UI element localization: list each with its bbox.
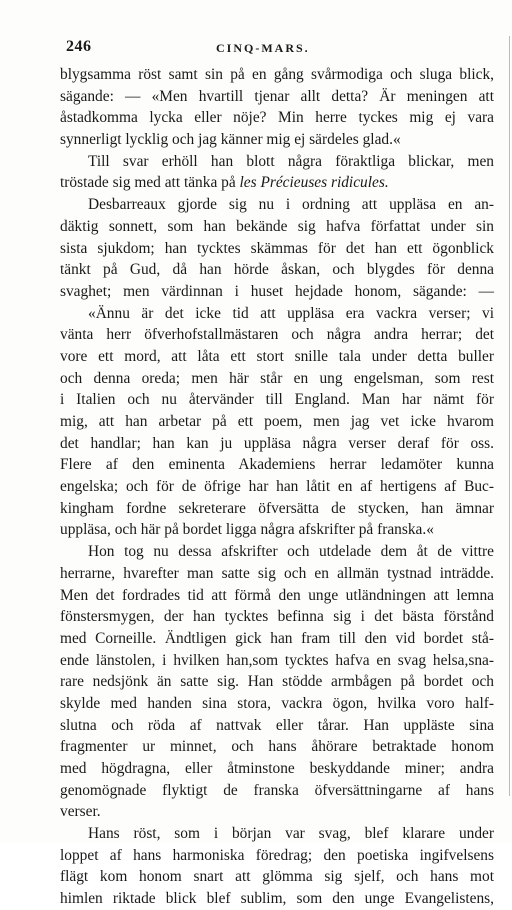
- text-line: «Ännu är det icke tid att uppläsa era vackra verser; vi: [88, 304, 494, 322]
- text-line: kingham fordne sekreterare öfversätta de stycken, han ämnar: [60, 499, 494, 517]
- text-line: Hans röst, som i början var svag, blef klarare under: [88, 825, 494, 843]
- text-segment: tröstade sig med att tänka på: [60, 174, 240, 192]
- text-line: med högdragna, eller åtminstone beskyddande miner; andra: [60, 760, 494, 777]
- text-line: och denna oreda; men här står en ung engelsman, som rest: [60, 369, 494, 387]
- text-line: skylde med handen sina stora, vackra ögon, hvilka voro half-: [60, 694, 494, 712]
- text-line: genomögnade flyktigt de franska öfversättningarne af hans: [60, 781, 494, 799]
- running-title: CINQ-MARS.: [216, 41, 310, 55]
- text-line: vore ett mord, att låta ett stort snille tala under detta buller: [60, 347, 494, 365]
- text-line: Hon tog nu dessa afskrifter och utdelade dem åt de vittre: [88, 543, 494, 561]
- text-line: herrarne, hvarefter man satte sig och en allmän tystnad inträdde.: [60, 564, 494, 582]
- page-number: 246: [66, 38, 92, 55]
- text-line: sista sjukdom; han tycktes skämmas för det han ett ögonblick: [60, 239, 494, 257]
- text-line: Men det fordrades tid att förmå den unge utländningen att lemna: [60, 586, 494, 604]
- text-line: himlen riktade blick blef sublim, som den unge Evangelistens,: [60, 890, 494, 908]
- text-line: tänkt på Gud, då han hörde åskan, och blygdes för denna: [60, 261, 494, 279]
- text-line: fragmenter ur minnet, och hans åhörare betraktade honom: [60, 738, 494, 756]
- text-line: Flere af den eminenta Akademiens herrar ledamöter kunna: [60, 456, 494, 474]
- text-line: [60, 172, 494, 194]
- text-line: fönstersmygen, der han tycktes befinna sig i det bästa förstånd: [60, 608, 494, 626]
- text-line: Desbarreaux gjorde sig nu i ordning att uppläsa en an-: [88, 196, 494, 214]
- text-line: slutna och röda af nattvak eller tårar. Han uppläste sina: [60, 716, 494, 734]
- text-line: uppläsa, och här på bordet ligga några afskrifter på franska.«: [60, 521, 434, 539]
- text-line: synnerligt lycklig och jag känner mig ej särdeles glad.«: [60, 131, 401, 149]
- text-line: mig, att han arbetar på ett poem, men jag vet icke hvarom: [60, 413, 494, 430]
- text-line: vänta herr öfverhofstallmästaren och några andra herrar; det: [60, 326, 494, 344]
- text-line: det handlar; han kan ju uppläsa några verser deraf för oss.: [60, 434, 494, 452]
- body-text: [60, 64, 494, 910]
- text-line: flägt kom honom snart att glömma sig sjelf, och hans mot: [60, 868, 494, 886]
- text-line: rare nedsjönk än satte sig. Han stödde armbågen på bordet och: [60, 673, 494, 691]
- text-line: däktig sonnett, som han bekände sig hafva författat under sin: [60, 217, 494, 235]
- text-line: verser.: [60, 803, 101, 821]
- text-line: i Italien och nu återvänder till England. Man har nämt för: [60, 391, 494, 409]
- text-line: åstadkomma lycka eller nöje? Min herre tyckes mig ej vara: [60, 109, 494, 127]
- text-line: ende länstolen, i hvilken han,som tycktes hafva en svag helsa,sna-: [60, 651, 494, 669]
- page-header: [66, 38, 504, 58]
- text-line: blygsamma röst samt sin på en gång svårmodiga och sluga blick,: [60, 66, 494, 83]
- text-line: sägande: — «Men hvartill tjenar allt detta? Är meningen att: [60, 87, 494, 105]
- text-line: engelska; och för de öfrige har han låtit en af hertigens af Buc-: [60, 478, 494, 496]
- text-line: loppet af hans harmoniska föredrag; den poetiska ingifvelsens: [60, 846, 494, 864]
- text-line: Till svar erhöll han blott några föraktliga blickar, men: [88, 152, 494, 170]
- italic-title: les Précieuses ridicules.: [239, 174, 389, 192]
- page-edge: [505, 36, 510, 796]
- text-line: svaghet; men värdinnan i huset hejdade honom, sägande: —: [60, 282, 494, 300]
- text-line: med Corneille. Ändtligen gick han fram till den vid bordet stå-: [60, 629, 494, 647]
